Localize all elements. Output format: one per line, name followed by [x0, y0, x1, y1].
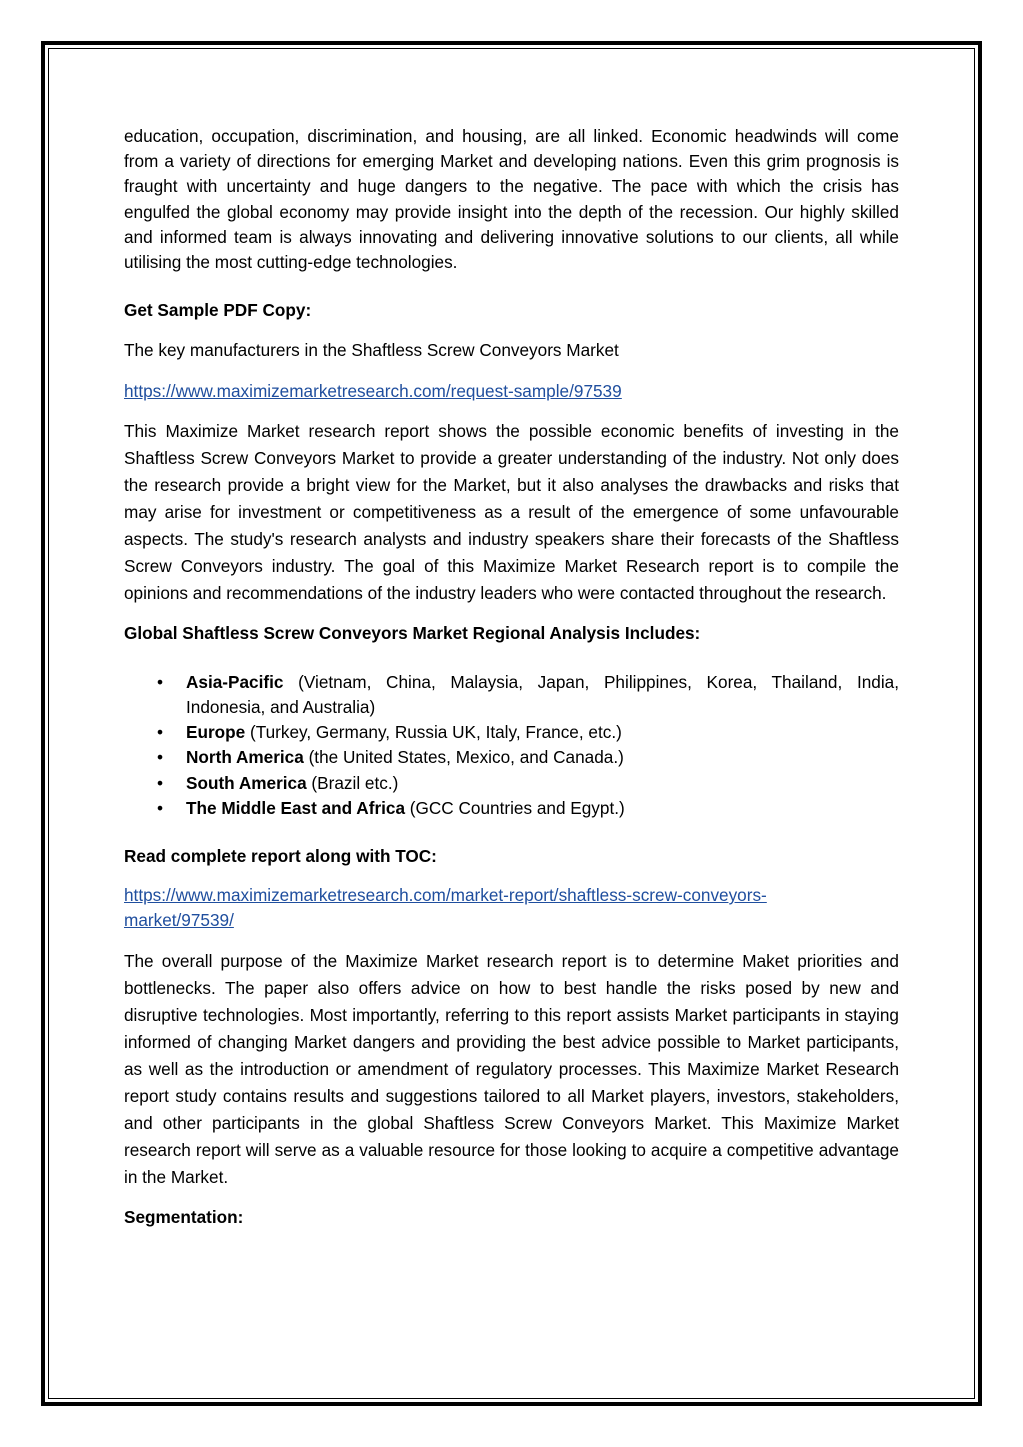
bullet-icon: • — [157, 722, 164, 743]
list-item — [124, 670, 899, 720]
list-item — [124, 720, 899, 745]
report-link-line-2[interactable]: market/97539/ — [124, 910, 234, 931]
benefits-paragraph: This Maximize Market research report shows the possible economic benefits of investing in the Shaftless Screw Conveyors Market to provide a greater understanding of the industry. Not only does the research provide a bright view for the Market, but it also analyses the drawbacks and risks that may arise for investment or competitiveness as a result of the emergence of some unfavourable aspects. The study's research analysts and industry speakers share their forecasts of the Shaftless Screw Conveyors industry. The goal of this Maximize Market Research report is to compile the opinions and recommendations of the industry leaders who were contacted throughout the research. — [124, 420, 899, 604]
region-name: South America — [186, 772, 307, 793]
regional-heading: Global Shaftless Screw Conveyors Market Regional Analysis Includes: — [124, 623, 701, 644]
bullet-icon: • — [157, 747, 164, 768]
document-body — [124, 124, 899, 1231]
report-link[interactable] — [124, 883, 899, 933]
purpose-paragraph: The overall purpose of the Maximize Market research report is to determine Maket priorities and bottlenecks. The paper also offers advice on how to best handle the risks posed by new and disruptive technologies. Most importantly, referring to this report assists Market participants in staying informed of changing Market dangers and providing the best advice possible to Market participants, as well as the introduction or amendment of regulatory processes. This Maximize Market Research report study contains results and suggestions tailored to all Market players, investors, stakeholders, and other participants in the global Shaftless Screw Conveyors Market. This Maximize Market research report will serve as a valuable resource for those looking to acquire a competitive advantage in the Market. — [124, 950, 899, 1188]
region-name: The Middle East and Africa — [186, 797, 406, 818]
region-detail: (Vietnam, China, Malaysia, Japan, Philippines, Korea, Thailand, India, Indonesia, and Australia) — [186, 671, 899, 717]
region-detail: (Turkey, Germany, Russia UK, Italy, France, etc.) — [245, 722, 622, 743]
sample-request-link[interactable]: https://www.maximizemarketresearch.com/request-sample/97539 — [124, 380, 622, 401]
region-detail: (Brazil etc.) — [306, 772, 399, 793]
list-item — [124, 796, 899, 821]
regions-list — [124, 670, 899, 821]
region-name: Europe — [186, 722, 246, 743]
bullet-icon: • — [157, 671, 164, 692]
report-heading: Read complete report along with TOC: — [124, 845, 437, 866]
segmentation-heading: Segmentation: — [124, 1207, 244, 1228]
region-detail: (GCC Countries and Egypt.) — [405, 797, 625, 818]
region-detail: (the United States, Mexico, and Canada.) — [303, 747, 624, 768]
report-link-line-1[interactable]: https://www.maximizemarketresearch.com/market-report/shaftless-screw-conveyors- — [124, 885, 767, 906]
intro-paragraph: education, occupation, discrimination, and housing, are all linked. Economic headwinds will come from a variety of directions for emerging Market and developing nations. Even this grim prognosis is fraught with uncertainty and huge dangers to the negative. The pace with which the crisis has engulfed the global economy may provide insight into the depth of the recession. Our highly skilled and informed team is always innovating and delivering innovative solutions to our clients, all while utilising the most cutting-edge technologies. — [124, 126, 899, 273]
region-name: Asia-Pacific — [186, 671, 284, 692]
list-item — [124, 771, 899, 796]
bullet-icon: • — [157, 772, 164, 793]
bullet-icon: • — [157, 797, 164, 818]
sample-heading: Get Sample PDF Copy: — [124, 300, 312, 321]
list-item — [124, 745, 899, 770]
key-manufacturers-line: The key manufacturers in the Shaftless Screw Conveyors Market — [124, 340, 619, 361]
region-name: North America — [186, 747, 304, 768]
